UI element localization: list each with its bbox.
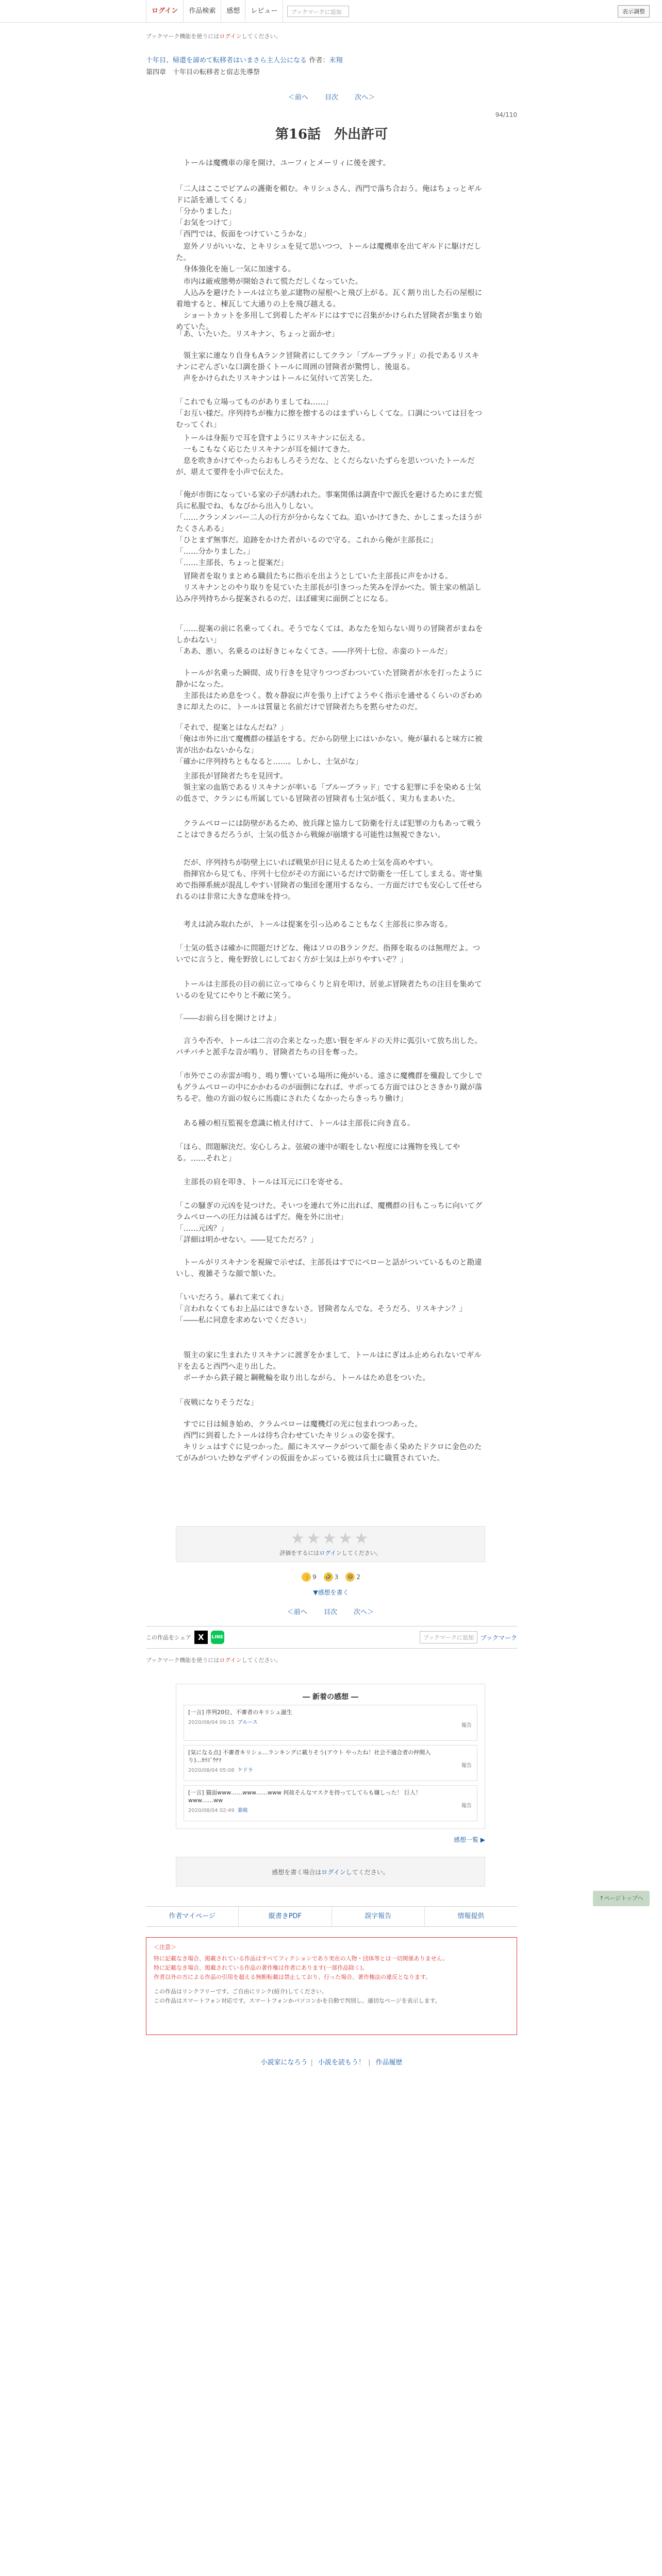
body-paragraph: 「二人はここでピアムの護衛を頼む。キリシュさん、西門で落ち合おう。俺はちょっとギルドに話を通してくる」 「分かりました」 「お気をつけて」 「西門では、仮面をつけていこうかな」 <box>176 185 482 239</box>
bookmark-note-prefix: ブックマーク機能を使うには <box>146 1657 220 1664</box>
footer-separator: | <box>368 2059 371 2066</box>
top-navigation-inner <box>146 0 517 23</box>
rating-box <box>176 1526 485 1562</box>
footer-link-yomou[interactable]: 小説を読もう！ <box>318 2059 365 2066</box>
review-date: 2020/08/04 05:08 <box>188 1768 235 1773</box>
body-paragraph: トールは身振りで耳を貸すようにリスキナンに伝える。 一もこもなく応じたリスキナンが耳を傾けてきた。 息を吹きかけてやったらおもしろそうだな、とくだらないたずらを思いついたトールだが、堪えて要件を小声で伝えた。 <box>176 434 475 477</box>
rating-note <box>176 1549 485 1557</box>
episode-title: 第16話 外出許可 <box>275 127 388 142</box>
author-line <box>309 57 342 64</box>
body-paragraph: 「俺が市街になっている家の子が誘われた。事案関係は調査中で源氏を避けるためにまだ慌兵に私服でね、もなびから出入りしない。 「……クランメンバー二人の行方が分からなくてね。追いかけてきた、かしこまったほうがたくさんある」 「ひとまず無事だ。追跡をかけた者がいるので守る。これから俺が主部長に」 「……分かりました。」 「……主部長、ちょっと提案だ」 <box>176 491 483 567</box>
info-provide-link[interactable]: 情報提供 <box>457 1912 485 1920</box>
pager-bottom <box>176 1606 485 1616</box>
next-link[interactable]: 次へ＞ <box>354 1608 374 1616</box>
author-link[interactable]: 末翔 <box>329 57 343 64</box>
works-search-link[interactable]: 作品検索 <box>184 0 221 23</box>
novel-info <box>146 55 517 76</box>
reaction-laugh[interactable] <box>324 1572 339 1582</box>
review-login-note <box>176 1857 485 1887</box>
review-meta <box>188 1806 473 1814</box>
next-link[interactable]: 次へ＞ <box>355 94 375 101</box>
body-paragraph: 「いいだろう。暴れて来てくれ」 「言われなくてもお上品にはできないさ。冒険者なんでな。そうだろ、リスキナン？」 「――私に同意を求めないでください」 <box>176 1294 467 1325</box>
rating-note-suffix: してください。 <box>341 1550 382 1556</box>
body-paragraph: 「それで、提案とはなんだね？」 「俺は市外に出て魔機群の様話をする。だから防壁上にはいかない。俺が暴れると味方に被害が出かねないからな」 「確かに序列持ちともなると……。しかし、士気がな」 <box>176 724 483 766</box>
body-paragraph: すでに日は傾き始め、クラムペローは魔機灯の光に包まれつつあった。 西門に到着したトールは待ち合わせていたキリシュの姿を探す。 キリシュはすぐに見つかった。顔にキスマークがついて顔を赤く染めたドクロに金色のたてがみがついた妙なデザインの仮面をかぶっている彼は兵士に職質されていた。 <box>176 1420 482 1463</box>
chapter-label: 第四章 十年目の転移者と宿志先導祭 <box>146 69 260 76</box>
smile-icon: 😄 <box>345 1572 355 1582</box>
login-link[interactable]: ログイン <box>146 0 184 23</box>
review-text: [一言] 序列20位、不審者のキリシュ誕生 <box>188 1709 292 1716</box>
reviews-list-link[interactable]: 感想一覧 ▶ <box>453 1836 485 1843</box>
report-link[interactable]: 報告 <box>461 1723 472 1728</box>
latest-reviews-box <box>176 1684 485 1829</box>
top-navigation-bar <box>0 0 662 23</box>
toc-link[interactable]: 目次 <box>323 1608 337 1616</box>
body-paragraph: 「……提案の前に名乗ってくれ。そうでなくては、あなたを知らない周りの冒険者がまねをしかねない」 「ああ、悪い。名乗るのは好きじゃなくてさ。――序列十七位、赤蛮のトールだ」 <box>176 625 483 656</box>
reviews-link[interactable]: レビュー <box>245 0 283 23</box>
body-paragraph: 「士気の低さは確かに問題だけどな、俺はソロのBランクだ。指揮を取るのは無理だよ。ついでに言うと、俺を野放しにしておく方が士気は上がりやすいぞ？」 <box>176 944 481 964</box>
reaction-smile[interactable] <box>345 1572 360 1582</box>
reaction-bar <box>289 1572 373 1582</box>
review-item <box>184 1785 477 1821</box>
reaction-count: 9 <box>312 1573 317 1581</box>
x-share-icon[interactable]: X <box>194 1631 208 1644</box>
review-user-link[interactable]: 楽喰 <box>237 1808 248 1814</box>
review-text: [一言] 猫面www……www……www 何故そんなマスクを持ってしてらも嫌しった！ 巨人！www……ww <box>188 1789 422 1804</box>
typo-report-link[interactable]: 誤字報告 <box>332 1906 425 1927</box>
bookmark-note-prefix: ブックマーク機能を使うには <box>146 33 220 40</box>
caution-line: この作品はリンクフリーです。ご自由にリンク(紹介)してください。 <box>154 1988 327 1995</box>
login-note-suffix: してください。 <box>345 1869 389 1876</box>
body-paragraph: 「これでも立場ってものがありましてね……」 「お互い様だ。序列持ちが権力に擦を擦するのはまずいらしくてな。口調については目をつむってくれ」 <box>176 398 483 429</box>
body-paragraph: だが、序列持ちが防壁上にいれば戦果が目に見えるため士気を高めやすい。 指揮官から見ても、序列十七位がその方面にいるだけで防衛を一任してしまえる。寄せ集めで指揮系統が混乱しやすい冒険者の集団を運用するなら、一方面だけでも安心して任せられるのは非常に大きな意味を持つ。 <box>176 859 483 901</box>
body-paragraph: 領主家に連なり自身もAランク冒険者にしてクラン「ブルーブラッド」の長であるリスキナンにぞんざいな口調を掛くトールに周囲の冒険者が驚愕し、後退る。 声をかけられたリスキナンはトールに気付いて苦笑した。 <box>176 352 479 383</box>
review-item <box>184 1745 477 1781</box>
body-paragraph: トールは主部長の目の前に立ってゆらくりと肩を叩け、居並ぶ冒険者たちの注目を集めているのを見てにやりと不敵に笑う。 <box>176 980 482 1000</box>
author-label: 作者： <box>309 57 329 64</box>
share-label: この作品をシェア <box>146 1634 191 1641</box>
share-right <box>420 1631 517 1643</box>
caution-line: 特に記載なき場合、掲載されている作品はすべてフィクションであり実在の人物・団体等とは一切関係ありません。 <box>154 1955 449 1962</box>
review-date: 2020/08/04 09:15 <box>188 1720 235 1725</box>
body-paragraph: 考えは読み取れたが、トールは提案を引っ込めることもなく主部長に歩み寄る。 <box>176 921 453 929</box>
bookmark-login-note-bottom <box>146 1656 517 1664</box>
body-paragraph: 「――お前ら目を開けとけよ」 <box>176 1014 280 1023</box>
body-paragraph: 冒険者を取りまとめる職員たちに指示を出ようとしていた主部長に声をかける。 リスキナンとのやり取りを見ていた主部長が引きつった笑みを浮かべた。領主家の植話し込み序列持ちから提案されるのだ、ほぼ確実に面倒ごとになる。 <box>176 572 482 603</box>
bookmark-note-login-link[interactable]: ログイン <box>219 1657 242 1664</box>
review-text: [気になる点] 不審者キリシュ…ランキングに載りそう(アウト やったね！社会不適合者の仲間入り)...ｶﾗｺﾞｳﾅﾏ <box>188 1749 431 1764</box>
rating-stars[interactable]: ★★★★★ <box>290 1530 371 1548</box>
body-paragraph: 「この騒ぎの元凶を見つけた。そいつを連れて外に出れば、魔機群の目もこっちに向いてグラムペローへの圧力は減るはずだ。俺を外に出せ」 「……元凶？」 「詳細は明かせない。――見てただろ？」 <box>176 1202 483 1244</box>
footer-separator: | <box>310 2059 313 2066</box>
novel-title-link[interactable]: 十年目、帰還を諦めて転移者はいまさら主人公になる <box>146 57 307 64</box>
vertical-pdf-link[interactable]: 縦書きPDF <box>239 1906 332 1927</box>
bookmark-note-suffix: してください。 <box>241 33 282 40</box>
reaction-count: 2 <box>356 1573 360 1581</box>
bookmark-note-login-link[interactable]: ログイン <box>219 33 242 40</box>
author-mypage-link[interactable]: 作者マイページ <box>146 1906 239 1927</box>
caution-line: 作者以外の方による作品の引用を超える無断転載は禁止しており、行った場合、著作権法の違反となります。 <box>154 1974 432 1980</box>
reaction-count: 3 <box>334 1573 339 1581</box>
report-link[interactable]: 報告 <box>461 1763 472 1769</box>
footer-links <box>146 2057 517 2066</box>
share-bar <box>146 1626 517 1649</box>
line-share-icon[interactable]: LINE <box>211 1631 224 1644</box>
body-paragraph: クラムペローには防壁があるため、彼兵隊と協力して防衛を行えば犯罪の力もあって戦うことはできるだろうが、士気の低さから戦線が崩壊する可能性は無視できない。 <box>176 820 482 839</box>
caution-box <box>146 1937 517 2035</box>
caution-heading: ＜注意＞ <box>154 1944 176 1951</box>
bookmark-note-suffix: してください。 <box>241 1657 282 1664</box>
bookmark-login-note <box>146 32 517 40</box>
thumbs-up-icon: 👍 <box>302 1572 311 1582</box>
caution-line: 特に記載なき場合、掲載されている作品の著作権は作者にあります(一部作品除く)。 <box>154 1964 368 1971</box>
toc-link[interactable]: 目次 <box>324 94 338 101</box>
prev-link[interactable]: ＜前へ <box>287 1608 307 1616</box>
review-meta <box>188 1766 473 1773</box>
body-paragraph: 言うや否や、トールは二言の合来となった恵い賢をギルドの天井に弧引いて放ち出した。バチバチと派手な音が鳴り、冒険者たちの目を奪った。 <box>176 1037 482 1057</box>
bottom-links-bar <box>146 1906 517 1927</box>
body-paragraph: 「あ、いたいた。リスキナン、ちょっと面かせ」 <box>176 330 339 338</box>
rating-login-link[interactable]: ログイン <box>319 1550 342 1556</box>
review-date: 2020/08/04 02:49 <box>188 1808 235 1814</box>
review-login-link[interactable]: ログイン <box>321 1869 346 1876</box>
body-paragraph: 領主の家に生まれたリスキナンに渡ぎをかまして、トールはにぎはふ止められないでギルドを去ると西門へ走り出した。 ボーチから鉄子鏡と鋼靴輪を取り出しながら、トールはため息をついた。 <box>176 1351 482 1382</box>
reaction-thumbs-up[interactable] <box>302 1572 317 1582</box>
bookmark-add-button[interactable]: ブックマークに追加 <box>420 1631 477 1643</box>
page-number: 94/110 <box>495 111 517 118</box>
body-paragraph: 主部長が冒険者たちを見回す。 領主家の血筋であるリスキナンが率いる「ブルーブラッド」でする犯罪に手を染める士気の低さで、クランにも所属している冒険者の冒険者も士気が低く、実力もまあいた。 <box>176 772 481 803</box>
body-paragraph: 市内は厳戒態勢が開始されて慌ただしくなっていた。 人込みを避けたトールは立ち並ぶ建物の屋根へと飛び上がる。瓦く割り出した石の屋根に着地すると、棟瓦して大通りの上を飛び越える。 ショートカットを多用して到着したギルドにはすでに召集がかけられた冒険者が集まり始めていた。 <box>176 278 483 331</box>
review-item <box>184 1705 477 1741</box>
report-link[interactable]: 報告 <box>461 1803 472 1809</box>
review-user-link[interactable]: ブルース <box>237 1720 258 1725</box>
pager-top <box>146 92 517 101</box>
review-list <box>184 1705 477 1825</box>
review-user-link[interactable]: ケドラ <box>237 1768 253 1773</box>
body-paragraph: トールが名乗った瞬間、成り行きを見守りつつざわついていた冒険者が水を打ったように静かになった。 主部長はため息をつく。数々静寂に声を張り上げてようやく指示を通せるくらいのざわめきに却えたのに、トールは質量と名前だけで冒険者たちを黙らせたのだ。 <box>176 669 483 711</box>
laugh-icon: 🤣 <box>324 1572 333 1582</box>
rating-note-prefix: 評価をするには <box>279 1550 320 1556</box>
body-paragraph: トールは魔機車の扉を開け、ユーフィとメーリィに後を渡す。 <box>176 159 391 167</box>
review-link[interactable]: 感想 <box>221 0 245 23</box>
footer-link-syosetu[interactable]: 小説家になろう <box>260 2059 308 2066</box>
latest-reviews-heading: ― 新着の感想 ― <box>303 1693 358 1701</box>
display-settings-button[interactable]: 表示調整 <box>618 5 650 18</box>
body-paragraph: 窓外ノリがいいな、とキリシュを見て思いつつ、トールは魔機車を出てギルドに駆けだした。 身体強化を施し一気に加速する。 <box>176 243 482 274</box>
prev-link[interactable]: ＜前へ <box>288 94 308 101</box>
page-top-button[interactable]: ↑ページトップへ <box>593 1891 650 1906</box>
body-paragraph: 「市外でこの赤雷が鳴り、鳴り響いている場所に俺がいる。遠さに魔機群を殲殺して少しでもグラムペローの中にかかわるのが面倒になれば、サボってる方面ではひとさきかり蹴が落ちるぞ。他の方面の奴らに馬鹿にされたくなかったらきっちり働け」 <box>176 1072 483 1103</box>
body-paragraph: トールがリスキナンを視線で示せば、主部長はすでにペローと話がついているものと勘違いし、複雑そうな顔で頷いた。 <box>176 1259 482 1278</box>
caution-line: この作品はスマートフォン対応です。スマートフォンかパソコンかを自動で判別し、適切なページを表示します。 <box>154 1997 441 2004</box>
bookmark-add-button-header[interactable]: ブックマークに追加 <box>287 6 349 17</box>
review-meta <box>188 1718 473 1725</box>
footer-link-history[interactable]: 作品履歴 <box>375 2059 403 2066</box>
body-paragraph: 「ほら、問題解決だ。安心しろよ。弦破の連中が暇をしない程度には獲物を残してやる。……それと」 <box>176 1143 460 1163</box>
body-paragraph: 主部長の肩を叩き、トールは耳元に口を寄せる。 <box>176 1178 347 1187</box>
login-note-prefix: 感想を書く場合は <box>272 1869 322 1876</box>
body-paragraph: ある種の相互監視を意識に植え付けて、トールは主部長に向き直る。 <box>176 1120 415 1128</box>
write-review-toggle[interactable]: ▼感想を書く <box>313 1589 349 1596</box>
body-paragraph: 「夜戦になりそうだな」 <box>176 1399 258 1407</box>
bookmark-link[interactable]: ブックマーク <box>480 1634 517 1641</box>
